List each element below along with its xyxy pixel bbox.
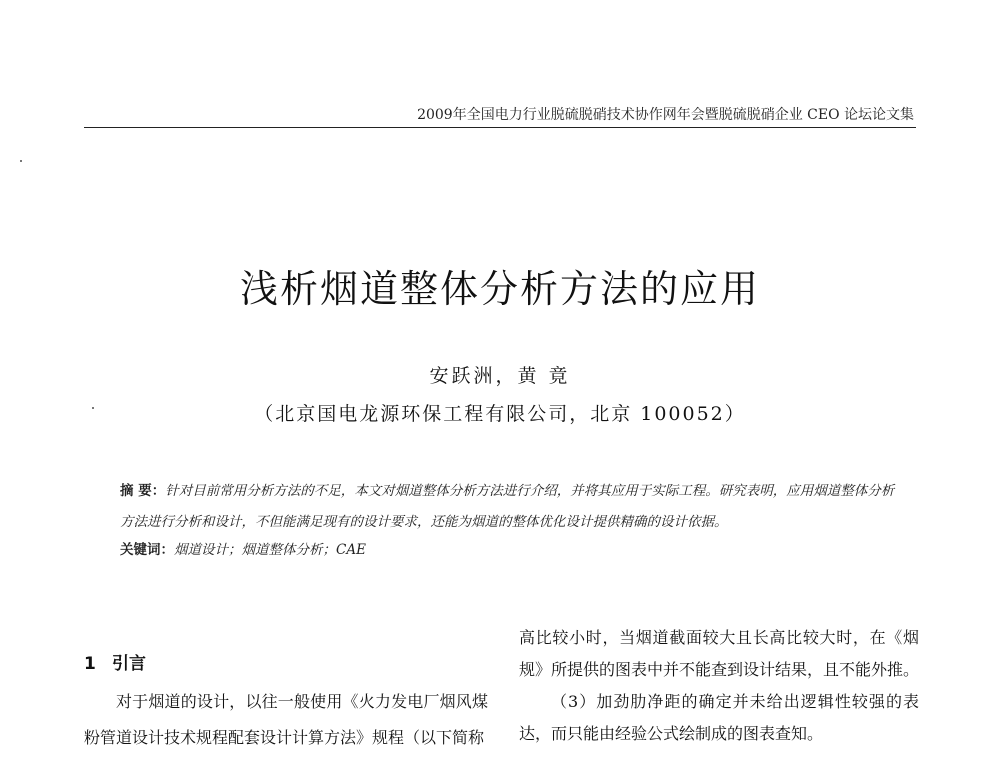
header-rule [84, 127, 916, 128]
left-column [84, 654, 488, 756]
running-header: 2009年全国电力行业脱硫脱硝技术协作网年会暨脱硫脱硝企业 CEO 论坛论文集 [417, 107, 914, 123]
paper-title: 浅析烟道整体分析方法的应用 [239, 267, 760, 311]
keywords [120, 540, 900, 560]
affiliation: （北京国电龙源环保工程有限公司，北京 100052） [254, 403, 746, 425]
abstract-text: 针对目前常用分析方法的不足，本文对烟道整体分析方法进行介绍，并将其应用于实际工程。研究表明，应用烟道整体分析方法进行分析和设计，不但能满足现有的设计要求，还能为烟道的整体优化设计提供精确的设计依据。 [120, 483, 895, 530]
section-number: 1 [84, 654, 96, 674]
keywords-label: 关键词： [120, 542, 174, 558]
right-column [519, 622, 919, 750]
section-title: 引言 [112, 654, 146, 674]
keywords-text: 烟道设计；烟道整体分析；CAE [174, 542, 366, 558]
intro-paragraph: 对于烟道的设计，以往一般使用《火力发电厂烟风煤粉管道设计技术规程配套设计计算方法》规程（以下简称 [84, 692, 488, 747]
scan-speck [92, 407, 94, 409]
authors: 安跃洲，黄 竟 [429, 365, 571, 387]
abstract [120, 476, 900, 538]
right-paragraph-2: （3）加劲肋净距的确定并未给出逻辑性较强的表达，而只能由经验公式绘制成的图表查知。 [519, 692, 919, 743]
abstract-label: 摘 要： [120, 483, 166, 499]
scan-speck [20, 160, 22, 162]
right-paragraph-1: 高比较小时，当烟道截面较大且长高比较大时，在《烟规》所提供的图表中并不能查到设计结果，且不能外推。 [519, 628, 920, 679]
section-heading [84, 646, 488, 682]
